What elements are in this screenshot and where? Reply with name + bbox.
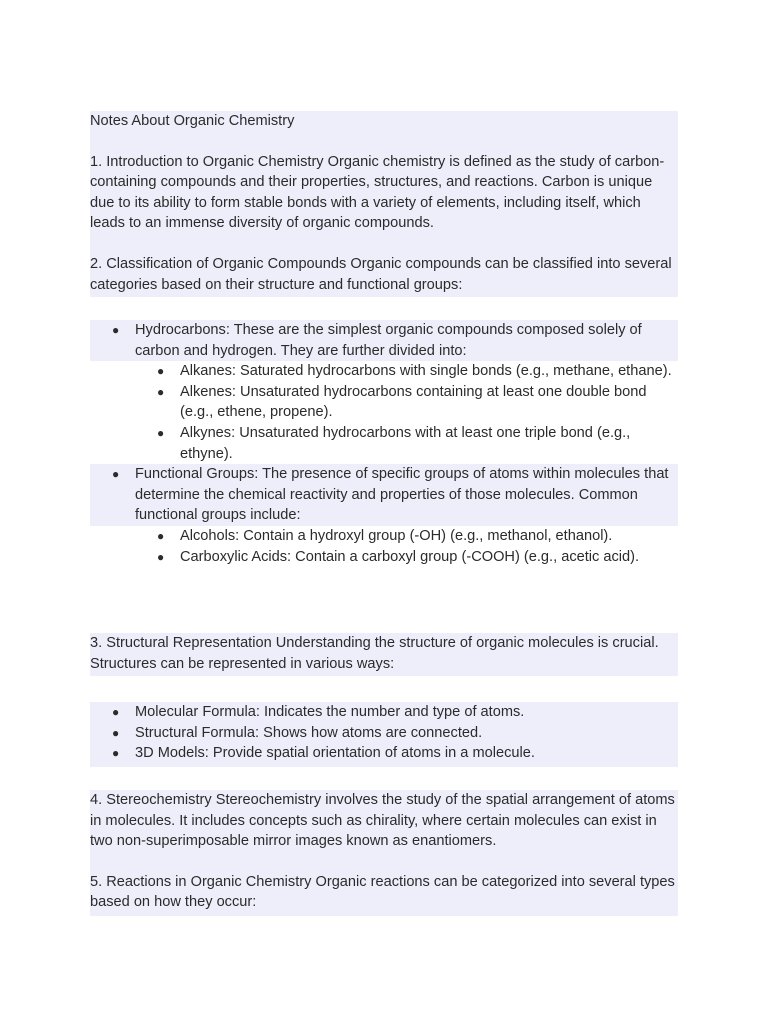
section-stereochemistry: 4. Stereochemistry Stereochemistry involves the study of the spatial arrangement of atoms in molecules. It includes concepts such as chirality, where certain molecules can exist in two non-superimposable mirror images known as enantiomers. xyxy=(90,792,675,850)
list-item-3d-models: ● 3D Models: Provide spatial orientation of atoms in a molecule. xyxy=(90,743,678,764)
bullet-icon: ● xyxy=(157,528,165,543)
list-item-molecular-formula: ● Molecular Formula: Indicates the number and type of atoms. xyxy=(90,702,678,723)
list-item-carboxylic-acids: ● Carboxylic Acids: Contain a carboxyl group (-COOH) (e.g., acetic acid). xyxy=(90,547,678,568)
list-item-alkanes: ● Alkanes: Saturated hydrocarbons with single bonds (e.g., methane, ethane). xyxy=(90,361,678,382)
page-title: Notes About Organic Chemistry xyxy=(90,113,295,129)
bullet-icon: ● xyxy=(112,467,120,482)
bullet-icon: ● xyxy=(157,384,165,399)
list-item-hydrocarbons: ● Hydrocarbons: These are the simplest organic compounds composed solely of carbon and hydrogen. They are further divided into: xyxy=(90,320,678,361)
bullet-icon: ● xyxy=(157,364,165,379)
list-item-structural-formula: ● Structural Formula: Shows how atoms are connected. xyxy=(90,723,678,744)
bullet-icon: ● xyxy=(112,746,120,761)
bullet-icon: ● xyxy=(112,323,120,337)
list-item-alkynes: ● Alkynes: Unsaturated hydrocarbons with at least one triple bond (e.g., ethyne). xyxy=(157,424,631,462)
bullet-icon: ● xyxy=(112,705,120,719)
intro-block xyxy=(90,111,678,297)
bullet-icon: ● xyxy=(112,725,120,740)
stereo-reactions-block xyxy=(90,790,678,916)
section-classification: 2. Classification of Organic Compounds Organic compounds can be classified into several categories based on their structure and functional groups: xyxy=(90,255,672,293)
list-item-alcohols: ● Alcohols: Contain a hydroxyl group (-OH) (e.g., methanol, ethanol). xyxy=(90,526,678,547)
list-item-functional-groups: ● Functional Groups: The presence of specific groups of atoms within molecules that determine the chemical reactivity and properties of those molecules. Common functional groups include: xyxy=(90,464,678,526)
classification-list xyxy=(90,320,678,567)
bullet-icon: ● xyxy=(157,549,165,564)
section-reactions: 5. Reactions in Organic Chemistry Organic reactions can be categorized into several types based on how they occur: xyxy=(90,873,675,911)
bullet-icon: ● xyxy=(157,425,165,440)
section-introduction: 1. Introduction to Organic Chemistry Organic chemistry is defined as the study of carbon-containing compounds and their properties, structures, and reactions. Carbon is unique due to its ability to form stable bonds with a variety of elements, including itself, which leads to an immense diversity of organic compounds. xyxy=(90,153,665,232)
section-structural-representation: 3. Structural Representation Understanding the structure of organic molecules is crucial. Structures can be represented in various ways: xyxy=(90,633,678,676)
representation-list xyxy=(90,702,678,767)
list-item-alkenes: ● Alkenes: Unsaturated hydrocarbons containing at least one double bond (e.g., ethene, propene). xyxy=(157,383,647,421)
